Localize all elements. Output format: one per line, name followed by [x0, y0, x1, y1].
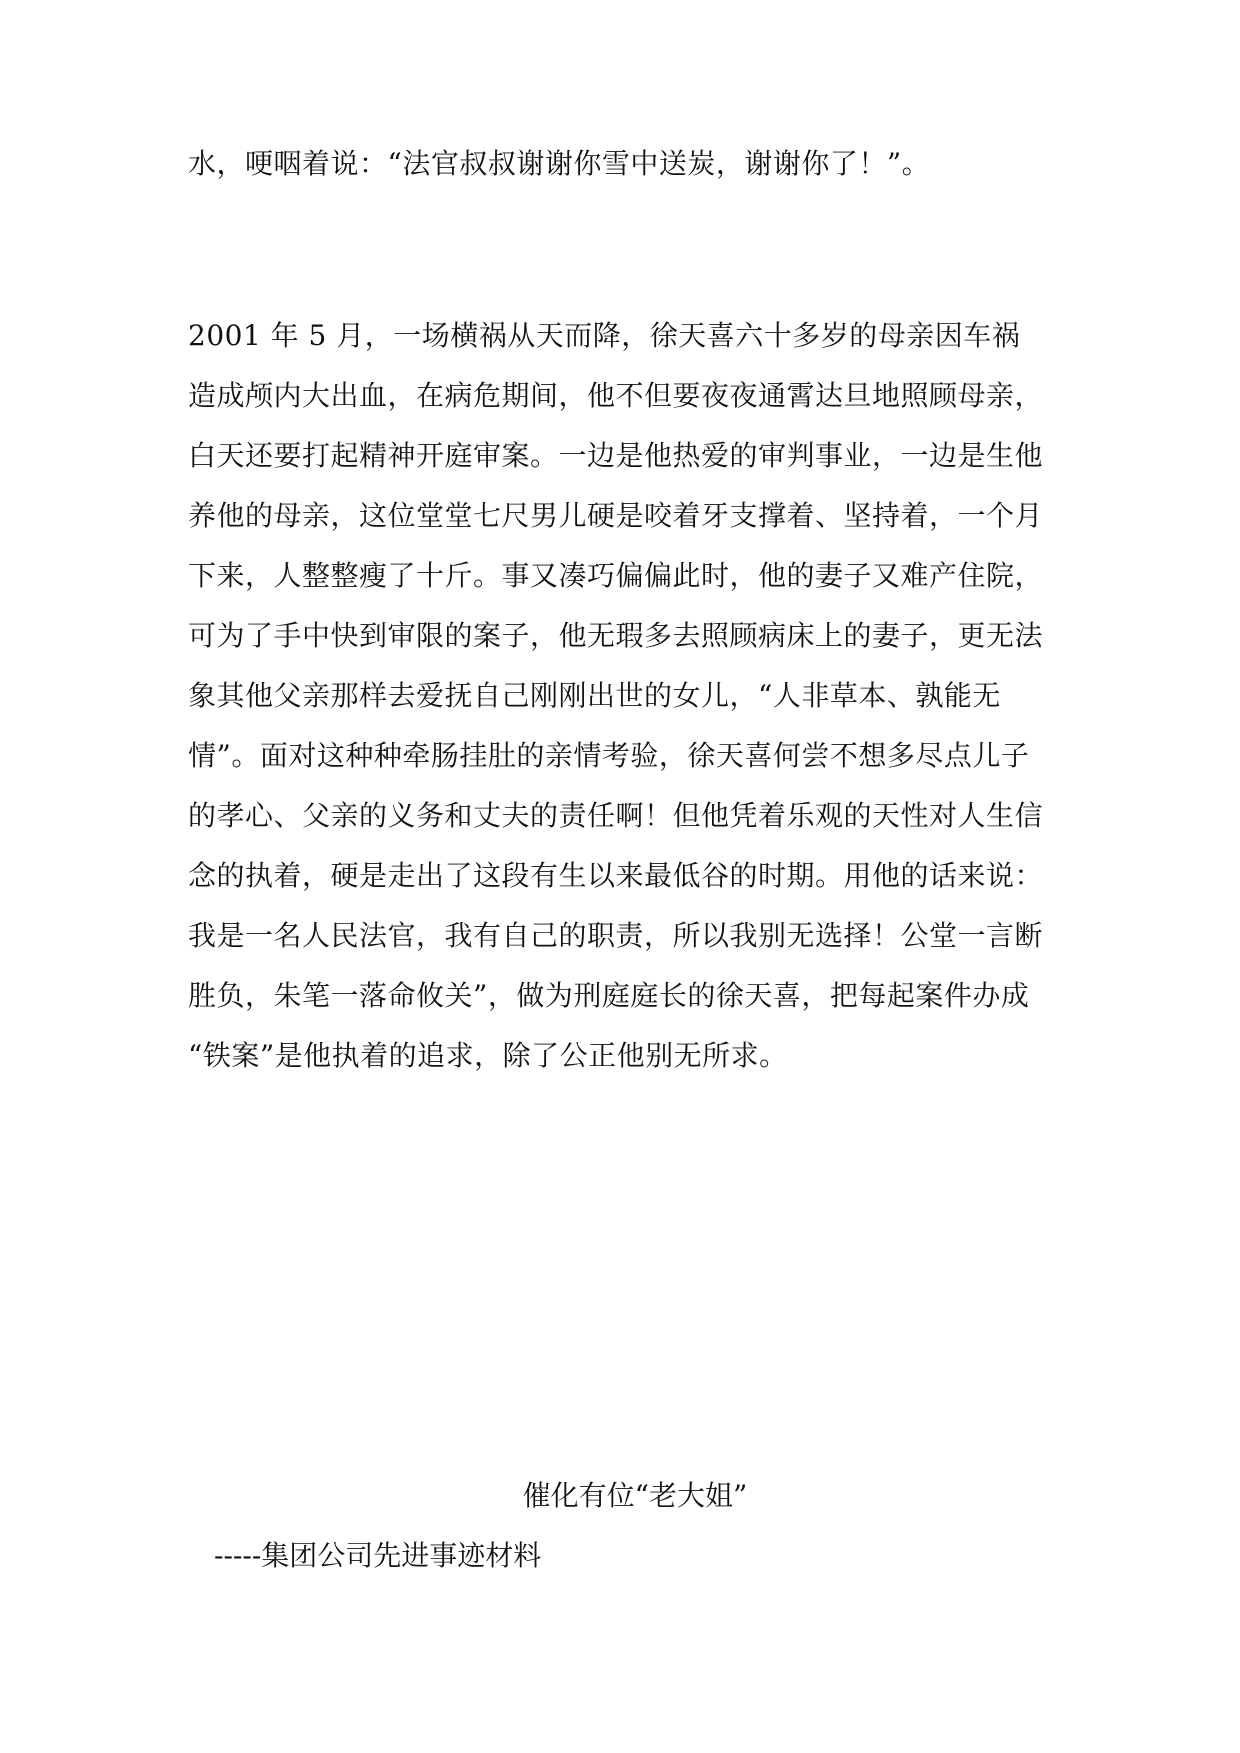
paragraph-line: 养他的母亲，这位堂堂七尺男儿硬是咬着牙支撑着、坚持着，一个月: [188, 499, 1044, 532]
paragraph-line: 下来，人整整瘦了十斤。事又凑巧偏偏此时，他的妻子又难产住院，: [188, 559, 1044, 592]
intro-line: 水，哽咽着说：“法官叔叔谢谢你雪中送炭，谢谢你了！”。: [188, 147, 931, 180]
section-title: 催化有位“老大姐”: [522, 1479, 748, 1512]
paragraph-line: 2001 年 5 月，一场横祸从天而降，徐天喜六十多岁的母亲因车祸: [188, 319, 1021, 352]
paragraph-line: 我是一名人民法官，我有自己的职责，所以我别无选择！公堂一言断: [188, 919, 1044, 952]
paragraph-line: 可为了手中快到审限的案子，他无瑕多去照顾病床上的妻子，更无法: [188, 619, 1044, 652]
paragraph-line: 的孝心、父亲的义务和丈夫的责任啊！但他凭着乐观的天性对人生信: [188, 799, 1044, 832]
section-subtitle: -----集团公司先进事迹材料: [214, 1539, 542, 1572]
paragraph-line: 胜负，朱笔一落命攸关”，做为刑庭庭长的徐天喜，把每起案件办成: [188, 979, 1030, 1012]
paragraph-line: 情”。面对这种种牵肠挂肚的亲情考验，徐天喜何尝不想多尽点儿子: [188, 739, 1030, 772]
paragraph-line: 念的执着，硬是走出了这段有生以来最低谷的时期。用他的话来说：: [188, 859, 1044, 892]
paragraph-line: 象其他父亲那样去爱抚自己刚刚出世的女儿，“人非草本、孰能无: [188, 679, 1001, 712]
paragraph-line: “铁案”是他执着的追求，除了公正他别无所求。: [188, 1039, 788, 1072]
paragraph-line: 白天还要打起精神开庭审案。一边是他热爱的审判事业，一边是生他: [188, 439, 1044, 472]
paragraph-line: 造成颅内大出血，在病危期间，他不但要夜夜通霄达旦地照顾母亲，: [188, 379, 1044, 412]
